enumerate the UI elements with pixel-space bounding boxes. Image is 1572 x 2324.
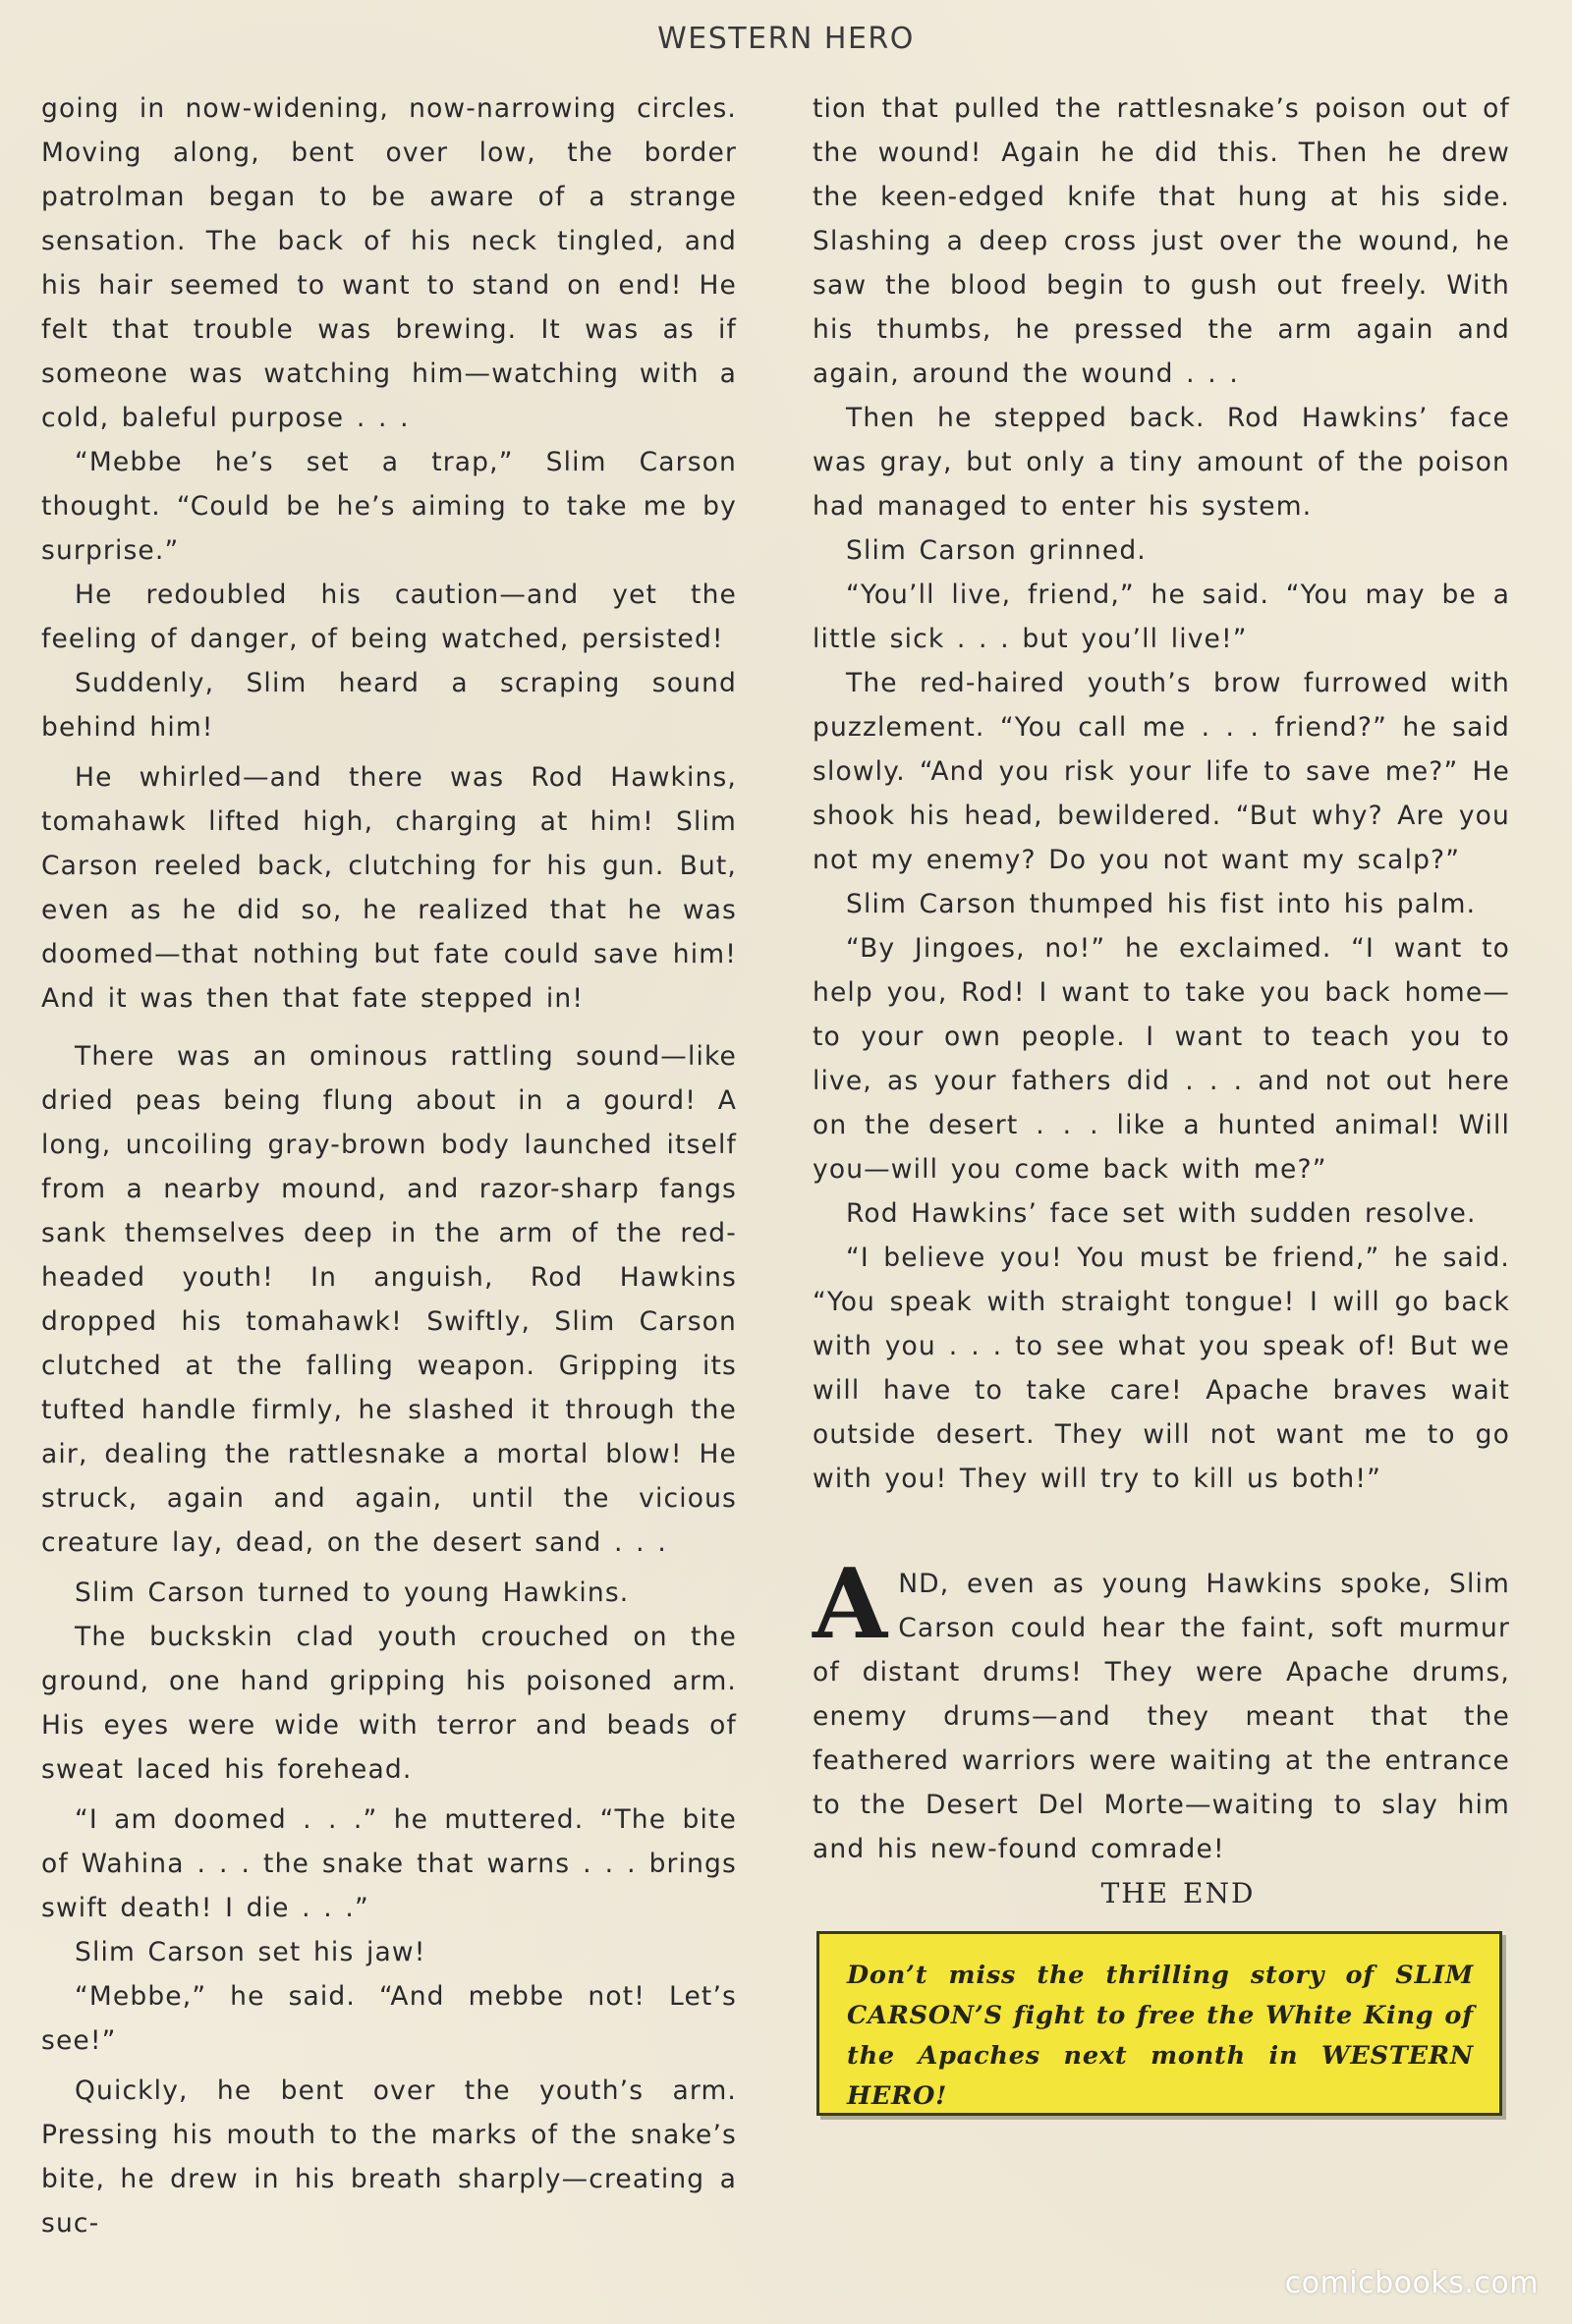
final-paragraph bbox=[813, 1548, 1510, 1871]
story-paragraph: “You’ll live, friend,” he said. “You may be a little sick . . . but you’ll live!” bbox=[813, 580, 1510, 654]
next-issue-promo-box: Don’t miss the thrilling story of SLIM CARSON’S fight to free the White King of the Apaches next month in WESTERN HERO! bbox=[816, 1931, 1502, 2116]
story-paragraph: He whirled—and there was Rod Hawkins, tomahawk lifted high, charging at him! Slim Carson reeled back, clutching for his gun. But, even as he did so, he realized that he was doomed—that nothing but fate could save him! And it was then that fate stepped in! bbox=[41, 762, 737, 1014]
story-paragraph: The red-haired youth’s brow furrowed with puzzlement. “You call me . . . friend?” he said slowly. “And you risk your life to save me?” He shook his head, bewildered. “But why? Are you not my enemy? Do you not want my scalp?” bbox=[813, 668, 1510, 875]
story-paragraph: Slim Carson thumped his fist into his palm. bbox=[846, 889, 1477, 919]
story-paragraph: going in now-widening, now-narrowing circles. Moving along, bent over low, the border patrolman began to be aware of a strange sensation. The back of his neck tingled, and his hair seemed to want to stand on end! He felt that trouble was brewing. It was as if someone was watching him—watching with a cold, baleful purpose . . . bbox=[41, 93, 737, 433]
story-paragraph: Quickly, he bent over the youth’s arm. Pressing his mouth to the marks of the snake’s bite, he drew in his breath sharply—creating a suc- bbox=[41, 2075, 737, 2239]
watermark: comicbooks.com bbox=[1284, 2266, 1539, 2300]
story-paragraph: “I believe you! You must be friend,” he said. “You speak with straight tongue! I will go back with you . . . to see what you speak of! But we will have to take care! Apache braves wait outside desert. They will not want me to go with you! They will try to kill us both!” bbox=[813, 1243, 1510, 1494]
story-paragraph: “Mebbe he’s set a trap,” Slim Carson thought. “Could be he’s aiming to take me by surprise.” bbox=[41, 447, 737, 566]
story-paragraph: Then he stepped back. Rod Hawkins’ face was gray, but only a tiny amount of the poison had managed to enter his system. bbox=[813, 403, 1510, 522]
left-column bbox=[41, 86, 737, 2245]
story-paragraph: Suddenly, Slim heard a scraping sound behind him! bbox=[41, 668, 737, 743]
story-paragraph: There was an ominous rattling sound—like dried peas being flung about in a gourd! A long, uncoiling gray-brown body launched itself from a nearby mound, and razor-sharp fangs sank themselves deep in the arm of the red-headed youth! In anguish, Rod Hawkins dropped his tomahawk! Swiftly, Slim Carson clutched at the falling weapon. Gripping its tufted handle firmly, he slashed it through the air, dealing the rattlesnake a mortal blow! He struck, again and again, until the vicious creature lay, dead, on the desert sand . . . bbox=[41, 1041, 737, 1558]
story-paragraph: “By Jingoes, no!” he exclaimed. “I want to help you, Rod! I want to take you back home—to your own people. I want to teach you to live, as your fathers did . . . and not out here on the desert . . . like a hunted animal! Will you—will you come back with me?” bbox=[813, 933, 1510, 1185]
story-paragraph: Slim Carson grinned. bbox=[846, 535, 1147, 566]
story-paragraph: “Mebbe,” he said. “And mebbe not! Let’s see!” bbox=[41, 1981, 737, 2056]
page-header: WESTERN HERO bbox=[657, 22, 915, 56]
the-end-label: THE END bbox=[1100, 1877, 1256, 1909]
story-paragraph: “I am doomed . . .” he muttered. “The bite of Wahina . . . the snake that warns . . . brings swift death! I die . . .” bbox=[41, 1804, 737, 1923]
final-paragraph-text: ND, even as young Hawkins spoke, Slim Carson could hear the faint, soft murmur of distant drums! They were Apache drums, enemy drums—and they meant that the feathered warriors were waiting at the entrance to the Desert Del Morte—waiting to slay him and his new-found comrade! bbox=[813, 1569, 1510, 1864]
story-paragraph: Rod Hawkins’ face set with sudden resolve. bbox=[846, 1198, 1477, 1229]
story-paragraph: Slim Carson set his jaw! bbox=[75, 1937, 426, 1967]
story-paragraph: Slim Carson turned to young Hawkins. bbox=[75, 1577, 630, 1608]
right-column bbox=[813, 86, 1510, 1915]
drop-cap: A bbox=[813, 1548, 889, 1661]
story-paragraph: The buckskin clad youth crouched on the ground, one hand gripping his poisoned arm. His eyes were wide with terror and beads of sweat laced his forehead. bbox=[41, 1622, 737, 1785]
story-paragraph: tion that pulled the rattlesnake’s poison out of the wound! Again he did this. Then he drew the keen-edged knife that hung at his side. Slashing a deep cross just over the wound, he saw the blood begin to gush out freely. With his thumbs, he pressed the arm again and again, around the wound . . . bbox=[813, 93, 1510, 389]
story-paragraph: He redoubled his caution—and yet the feeling of danger, of being watched, persisted! bbox=[41, 580, 737, 654]
